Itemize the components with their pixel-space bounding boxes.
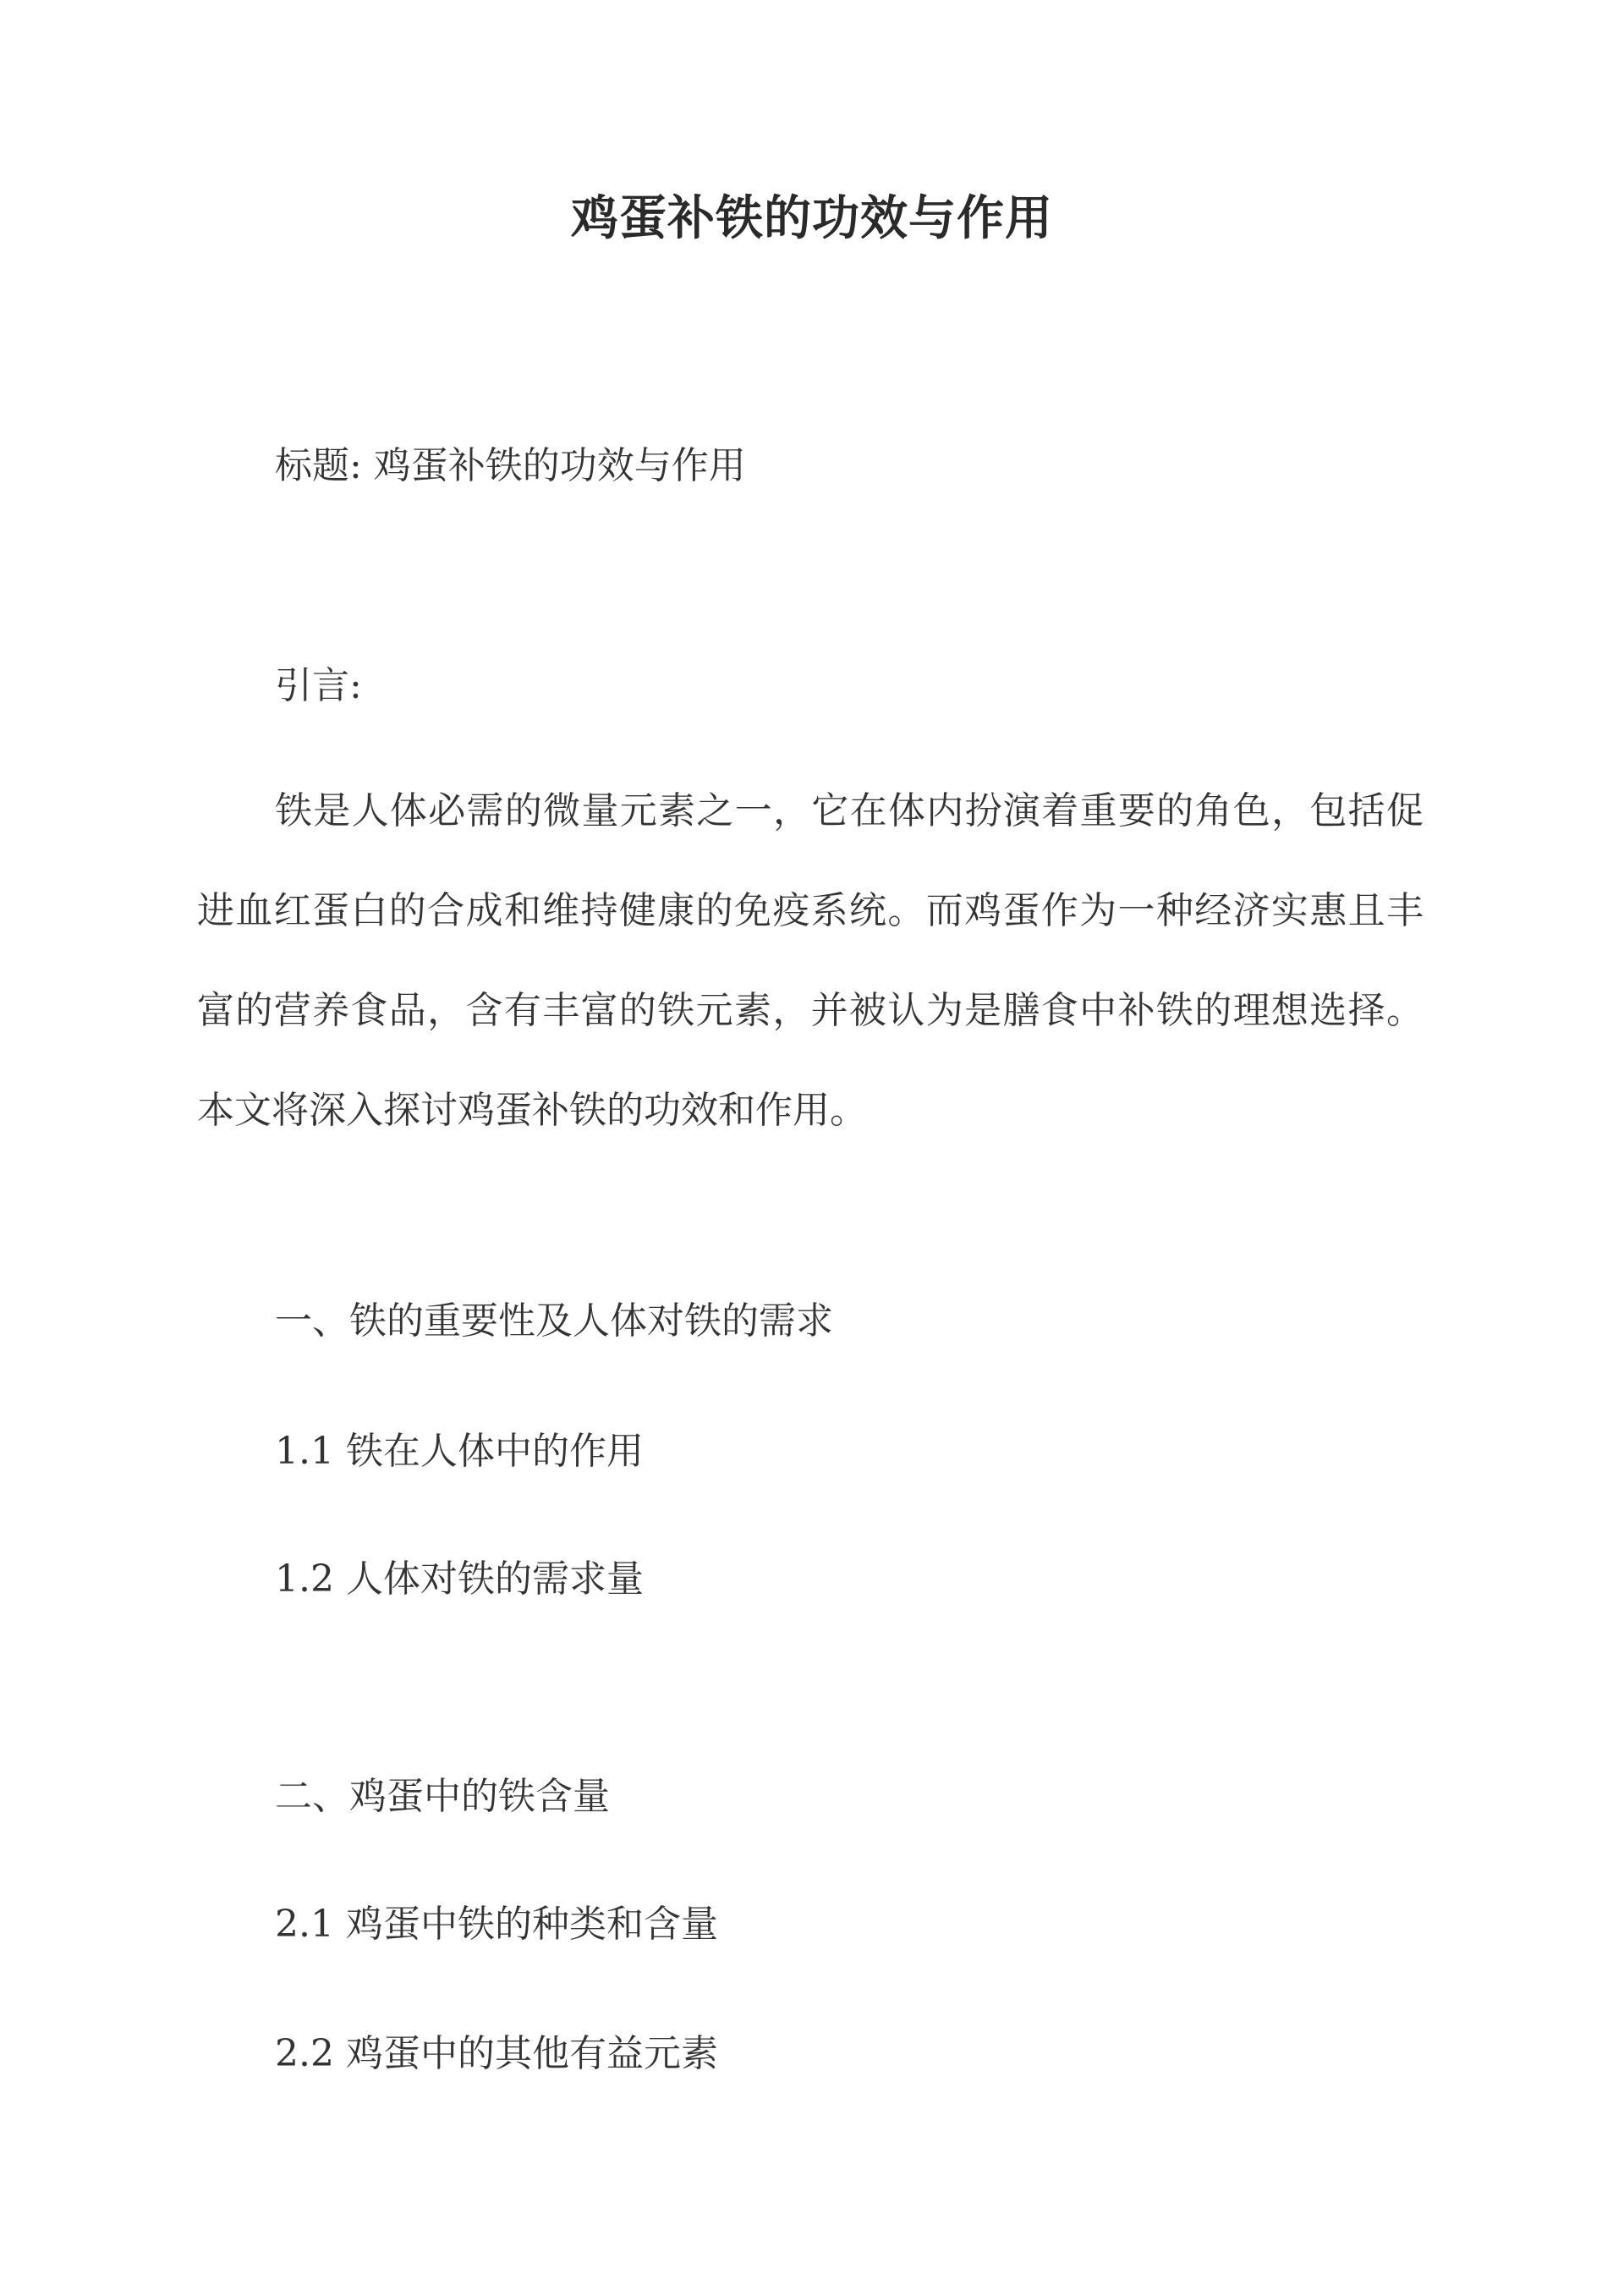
section-1-1-heading: 1.1 铁在人体中的作用 [275, 1430, 644, 1473]
section-2-1-heading: 2.1 鸡蛋中铁的种类和含量 [275, 1903, 718, 1946]
intro-heading: 引言: [275, 664, 362, 707]
section-1-heading: 一、铁的重要性及人体对铁的需求 [275, 1299, 833, 1343]
section-2-2-heading: 2.2 鸡蛋中的其他有益元素 [275, 2032, 718, 2075]
subject-line: 标题: 鸡蛋补铁的功效与作用 [275, 444, 746, 487]
section-2-heading: 二、鸡蛋中的铁含量 [275, 1775, 610, 1818]
section-1-2-heading: 1.2 人体对铁的需求量 [275, 1557, 644, 1601]
intro-paragraph: 铁是人体必需的微量元素之一，它在体内扮演着重要的角色，包括促进血红蛋白的合成和维持健康的免疫系统。而鸡蛋作为一种经济实惠且丰富的营养食品，含有丰富的铁元素，并被认为是膳食中补铁的理想选择。本文将深入探讨鸡蛋补铁的功效和作用。 [197, 789, 1424, 1132]
document-title: 鸡蛋补铁的功效与作用 [571, 190, 1053, 246]
